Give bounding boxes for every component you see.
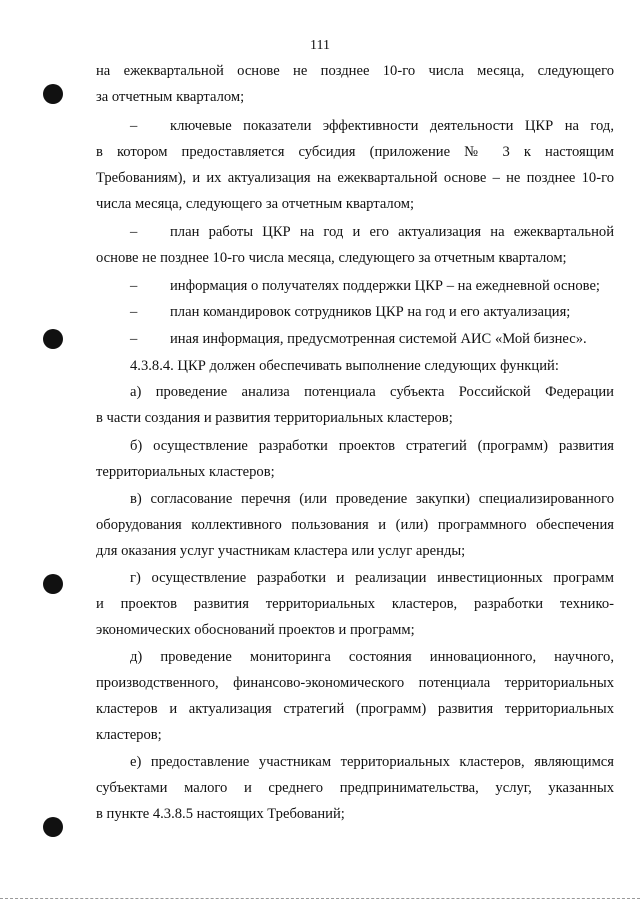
text-line: производственного, финансово-экономического потенциала территориальных bbox=[96, 675, 614, 691]
list-item bbox=[130, 302, 614, 322]
text-line: Требованиям), и их актуализация на ежеквартальной основе – не позднее 10-го bbox=[96, 170, 614, 186]
punch-hole-mark bbox=[43, 574, 63, 594]
list-item bbox=[130, 222, 614, 242]
text-line: в пункте 4.3.8.5 настоящих Требований; bbox=[96, 806, 345, 822]
page-number: 111 bbox=[310, 38, 330, 53]
text-line: а) проведение анализа потенциала субъекта Российской Федерации bbox=[130, 384, 614, 400]
text-line: на ежеквартальной основе не позднее 10-го числа месяца, следующего bbox=[96, 63, 614, 79]
text-line: г) осуществление разработки и реализации инвестиционных программ bbox=[130, 570, 614, 586]
list-item bbox=[130, 276, 614, 296]
text-line: экономических обоснований проектов и программ; bbox=[96, 622, 415, 638]
punch-hole-mark bbox=[43, 817, 63, 837]
dash-bullet: – bbox=[130, 118, 138, 134]
list-item bbox=[130, 329, 614, 349]
punch-hole-mark bbox=[43, 84, 63, 104]
dash-bullet: – bbox=[130, 304, 138, 320]
text-line: в) согласование перечня (или проведение закупки) специализированного bbox=[130, 491, 614, 507]
page-edge-rule bbox=[0, 898, 640, 899]
text-line: числа месяца, следующего за отчетным кварталом; bbox=[96, 196, 415, 212]
text-line: кластеров; bbox=[96, 727, 162, 743]
list-item-text: ключевые показатели эффективности деятельности ЦКР на год, bbox=[170, 118, 614, 134]
list-item-text: план командировок сотрудников ЦКР на год и его актуализация; bbox=[170, 304, 571, 320]
text-line: б) осуществление разработки проектов стратегий (программ) развития bbox=[130, 438, 614, 454]
text-line: д) проведение мониторинга состояния инновационного, научного, bbox=[130, 649, 614, 665]
text-line: оборудования коллективного пользования и (или) программного обеспечения bbox=[96, 517, 614, 533]
list-item-text: иная информация, предусмотренная системой АИС «Мой бизнес». bbox=[170, 331, 587, 347]
text-line: территориальных кластеров; bbox=[96, 464, 275, 480]
text-line: для оказания услуг участникам кластера или услуг аренды; bbox=[96, 543, 466, 559]
dash-bullet: – bbox=[130, 331, 138, 347]
punch-hole-mark bbox=[43, 329, 63, 349]
list-item bbox=[130, 116, 614, 136]
text-line: кластеров и актуализация стратегий (программ) развития территориальных bbox=[96, 701, 614, 717]
text-line: основе не позднее 10-го числа месяца, следующего за отчетным кварталом; bbox=[96, 250, 567, 266]
text-line: в котором предоставляется субсидия (приложение № 3 к настоящим bbox=[96, 144, 614, 160]
list-item-text: план работы ЦКР на год и его актуализация на ежеквартальной bbox=[170, 224, 614, 240]
text-line: в части создания и развития территориальных кластеров; bbox=[96, 410, 453, 426]
text-line: и проектов развития территориальных кластеров, разработки технико- bbox=[96, 596, 614, 612]
text-line: е) предоставление участникам территориальных кластеров, являющимся bbox=[130, 754, 614, 770]
list-item-text: информация о получателях поддержки ЦКР – на ежедневной основе; bbox=[170, 278, 600, 294]
section-heading: 4.3.8.4. ЦКР должен обеспечивать выполнение следующих функций: bbox=[130, 358, 559, 374]
dash-bullet: – bbox=[130, 224, 138, 240]
dash-bullet: – bbox=[130, 278, 138, 294]
text-line: за отчетным кварталом; bbox=[96, 89, 245, 105]
text-line: субъектами малого и среднего предпринимательства, услуг, указанных bbox=[96, 780, 614, 796]
